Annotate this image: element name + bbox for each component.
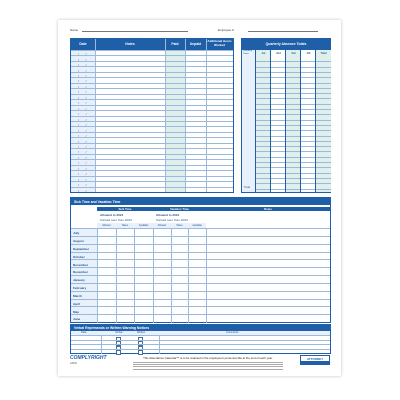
divider — [256, 141, 271, 142]
quarter-column[interactable] — [315, 50, 331, 192]
divider — [153, 315, 154, 323]
quarterly-total-row-label: Total — [244, 185, 250, 189]
rep-col-date: Date — [81, 331, 87, 335]
col-date: Date — [79, 42, 87, 46]
divider — [271, 178, 286, 179]
divider — [301, 93, 316, 94]
subcolumn-label: Taken — [176, 224, 183, 227]
divider — [256, 88, 271, 89]
divider — [301, 189, 316, 190]
complyright-logo: COMPLYRIGHT — [70, 355, 107, 361]
quarter-column[interactable] — [270, 50, 286, 192]
divider — [286, 93, 301, 94]
divider — [101, 350, 102, 355]
divider — [286, 162, 301, 163]
divider — [316, 98, 331, 99]
divider — [256, 189, 271, 190]
divider — [301, 77, 316, 78]
divider — [286, 178, 301, 179]
attendance-log-table — [70, 38, 234, 193]
divider — [316, 146, 331, 147]
divider — [256, 183, 271, 184]
divider — [256, 83, 271, 84]
divider — [286, 173, 301, 174]
divider — [271, 141, 286, 142]
divider — [271, 157, 286, 158]
divider — [95, 39, 96, 192]
divider — [256, 109, 271, 110]
month-label: November — [73, 262, 89, 267]
divider — [301, 183, 316, 184]
divider — [316, 178, 331, 179]
divider — [286, 72, 301, 73]
quarter-column[interactable] — [285, 50, 301, 192]
employee-number-label: Employee # — [218, 28, 234, 32]
divider — [271, 98, 286, 99]
divider — [301, 130, 316, 131]
divider — [286, 130, 301, 131]
divider — [286, 157, 301, 158]
divider — [286, 183, 301, 184]
vacation-allowed-label: Allowed in 2024 — [156, 213, 180, 217]
divider — [256, 151, 271, 152]
divider — [271, 114, 286, 115]
divider — [271, 67, 286, 68]
divider — [256, 178, 271, 179]
col-unpaid: Unpaid — [189, 42, 202, 46]
vacation-time-header-label: Vacation Time — [170, 207, 189, 212]
date-mark: / / — [78, 188, 90, 193]
divider — [286, 104, 301, 105]
divider — [256, 98, 271, 99]
month-label: February — [73, 286, 87, 291]
subcolumn-label: Taken — [121, 224, 129, 227]
name-label: Name — [70, 28, 79, 32]
divider — [271, 173, 286, 174]
date-mark: / / — [78, 128, 90, 133]
date-mark: / / — [78, 112, 90, 117]
divider — [286, 189, 301, 190]
quarter-column[interactable] — [300, 50, 316, 192]
divider — [286, 83, 301, 84]
quarterly-totals-table — [241, 38, 331, 193]
divider — [301, 136, 316, 137]
divider — [286, 61, 301, 62]
divider — [316, 125, 331, 126]
divider — [286, 98, 301, 99]
month-label: March — [73, 293, 83, 298]
divider — [256, 77, 271, 78]
attorney-badge-text: ATTORNEY — [306, 356, 324, 361]
reprimand-rows[interactable] — [71, 335, 330, 353]
divider — [286, 120, 301, 121]
divider — [301, 162, 316, 163]
divider — [316, 157, 331, 158]
item-code: A4020 — [70, 362, 77, 365]
attendance-form-sheet — [58, 20, 341, 376]
date-mark: / / — [78, 139, 90, 144]
divider — [316, 93, 331, 94]
reprimands-title: Verbal Reprimands or Written Warning Notices — [74, 326, 150, 331]
divider — [256, 72, 271, 73]
divider — [271, 93, 286, 94]
divider — [271, 183, 286, 184]
divider — [256, 130, 271, 131]
date-mark: / / — [78, 150, 90, 155]
quarter-column-label: 1st — [261, 51, 266, 55]
sick-time-header-label: Sick Time — [118, 207, 132, 212]
sick-carried-label: Carried over from 2023 — [100, 218, 132, 222]
divider — [271, 77, 286, 78]
date-mark: / / — [78, 84, 90, 89]
divider — [256, 104, 271, 105]
subcolumn-label: Allowed — [102, 224, 111, 227]
divider — [188, 315, 189, 323]
divider — [286, 114, 301, 115]
divider — [316, 67, 331, 68]
rep-col-comments: Comments — [226, 331, 239, 335]
divider — [206, 39, 207, 192]
divider — [171, 315, 172, 323]
col-notes: Notes — [125, 42, 135, 46]
date-mark: / / — [78, 166, 90, 171]
divider — [316, 136, 331, 137]
divider — [134, 315, 135, 323]
divider — [271, 88, 286, 89]
divider — [286, 167, 301, 168]
month-label: May — [73, 309, 80, 314]
date-mark: / / — [78, 73, 90, 78]
divider — [301, 125, 316, 126]
divider — [316, 72, 331, 73]
month-label: April — [73, 301, 81, 306]
quarter-column[interactable] — [255, 50, 271, 192]
divider — [316, 61, 331, 62]
retention-note: This Attendance Calendar™ is to be retained in the employee's personnel file at the end of each year. — [143, 356, 273, 360]
divider — [256, 67, 271, 68]
date-mark: / / — [78, 101, 90, 106]
subcolumn-label: Available — [192, 224, 202, 227]
divider — [256, 173, 271, 174]
divider — [301, 88, 316, 89]
date-mark: / / — [78, 63, 90, 68]
quarter-column-label: 4th — [306, 51, 311, 55]
divider — [286, 88, 301, 89]
date-mark: / / — [78, 106, 90, 111]
date-mark: / / — [78, 68, 90, 73]
divider — [316, 173, 331, 174]
sick-allowed-label: Allowed in 2024 — [100, 213, 124, 217]
divider — [97, 315, 98, 323]
divider — [301, 104, 316, 105]
date-mark: / / — [78, 90, 90, 95]
divider — [256, 61, 271, 62]
divider — [301, 173, 316, 174]
divider — [316, 189, 331, 190]
divider — [286, 109, 301, 110]
col-additional-hours: Additional Hours Worked — [207, 39, 232, 47]
divider — [286, 125, 301, 126]
date-mark: / / — [78, 155, 90, 160]
divider — [301, 61, 316, 62]
divider — [271, 61, 286, 62]
fine-print — [133, 361, 283, 370]
quarter-columns[interactable] — [255, 50, 330, 192]
divider — [159, 350, 160, 355]
divider — [301, 72, 316, 73]
divider — [301, 178, 316, 179]
divider — [301, 157, 316, 158]
month-label: July — [73, 231, 80, 236]
divider — [286, 77, 301, 78]
date-mark: / / — [78, 134, 90, 139]
divider — [286, 151, 301, 152]
subcolumn-label: Allowed — [157, 224, 167, 227]
divider — [271, 104, 286, 105]
divider — [271, 136, 286, 137]
divider — [286, 136, 301, 137]
divider — [256, 162, 271, 163]
divider — [271, 189, 286, 190]
divider — [301, 83, 316, 84]
month-row[interactable] — [71, 314, 330, 323]
divider — [256, 93, 271, 94]
divider — [316, 141, 331, 142]
name-line[interactable] — [82, 31, 188, 32]
checkbox[interactable] — [116, 350, 121, 355]
divider — [316, 88, 331, 89]
divider — [165, 39, 166, 192]
divider — [301, 146, 316, 147]
quarter-column-label: 3rd — [291, 51, 296, 55]
divider — [271, 162, 286, 163]
quarter-column-label: 2nd — [276, 51, 281, 55]
divider — [316, 109, 331, 110]
divider — [286, 146, 301, 147]
reprimand-row[interactable] — [71, 349, 330, 355]
divider — [116, 315, 117, 323]
quarterly-totals-label: Quarterly Totals — [243, 50, 252, 55]
divider — [256, 157, 271, 158]
divider — [271, 83, 286, 84]
quarter-column-label: Total — [320, 51, 327, 55]
date-mark: / / — [78, 144, 90, 149]
divider — [256, 114, 271, 115]
subcolumn-label: Available — [138, 224, 149, 227]
rep-col-written: Written — [137, 331, 146, 335]
divider — [256, 125, 271, 126]
date-mark: / / — [78, 123, 90, 128]
divider — [301, 167, 316, 168]
divider — [271, 125, 286, 126]
quarter-label-fill — [242, 56, 255, 192]
divider — [271, 130, 286, 131]
rep-col-verbal: Verbal — [115, 331, 123, 335]
divider — [185, 39, 186, 192]
divider — [256, 136, 271, 137]
divider — [286, 67, 301, 68]
date-mark: / / — [78, 183, 90, 188]
vacation-carried-label: Carried over from 2023 — [156, 218, 188, 222]
divider — [316, 162, 331, 163]
month-label: September — [73, 246, 89, 251]
divider — [316, 104, 331, 105]
date-mark: / / — [78, 95, 90, 100]
divider — [301, 141, 316, 142]
notes-header-label: Notes — [264, 207, 272, 212]
month-label: October — [73, 254, 85, 259]
month-rows[interactable] — [71, 228, 330, 322]
date-mark: / / — [78, 79, 90, 84]
sick-vacation-table — [70, 197, 331, 323]
quarterly-title: Quarterly Absence Totals — [265, 42, 307, 46]
reprimands-table — [70, 324, 331, 354]
month-label: June — [73, 317, 81, 322]
divider — [271, 72, 286, 73]
divider — [256, 120, 271, 121]
divider — [256, 146, 271, 147]
date-mark: / / — [78, 177, 90, 182]
month-label: January — [73, 278, 85, 283]
divider — [316, 114, 331, 115]
divider — [271, 146, 286, 147]
divider — [316, 77, 331, 78]
divider — [316, 183, 331, 184]
divider — [316, 130, 331, 131]
divider — [301, 114, 316, 115]
month-label: December — [73, 270, 88, 275]
divider — [301, 98, 316, 99]
date-mark: / / — [78, 57, 90, 62]
divider — [316, 167, 331, 168]
divider — [206, 315, 207, 323]
divider — [301, 109, 316, 110]
divider — [316, 83, 331, 84]
divider — [271, 120, 286, 121]
col-paid: Paid — [171, 42, 179, 46]
divider — [301, 67, 316, 68]
sick-vacation-title: Sick Time and Vacation Time — [74, 199, 121, 204]
employee-number-line[interactable] — [248, 31, 318, 32]
month-label: August — [73, 239, 84, 244]
attorney-badge — [300, 355, 330, 365]
divider — [301, 120, 316, 121]
date-mark: / / — [78, 172, 90, 177]
date-mark: / / — [78, 161, 90, 166]
divider — [301, 151, 316, 152]
checkbox[interactable] — [138, 350, 143, 355]
divider — [256, 167, 271, 168]
divider — [286, 141, 301, 142]
date-mark: / / — [78, 52, 90, 57]
divider — [316, 151, 331, 152]
divider — [316, 120, 331, 121]
divider — [271, 109, 286, 110]
divider — [271, 167, 286, 168]
date-mark: / / — [78, 117, 90, 122]
divider — [271, 151, 286, 152]
